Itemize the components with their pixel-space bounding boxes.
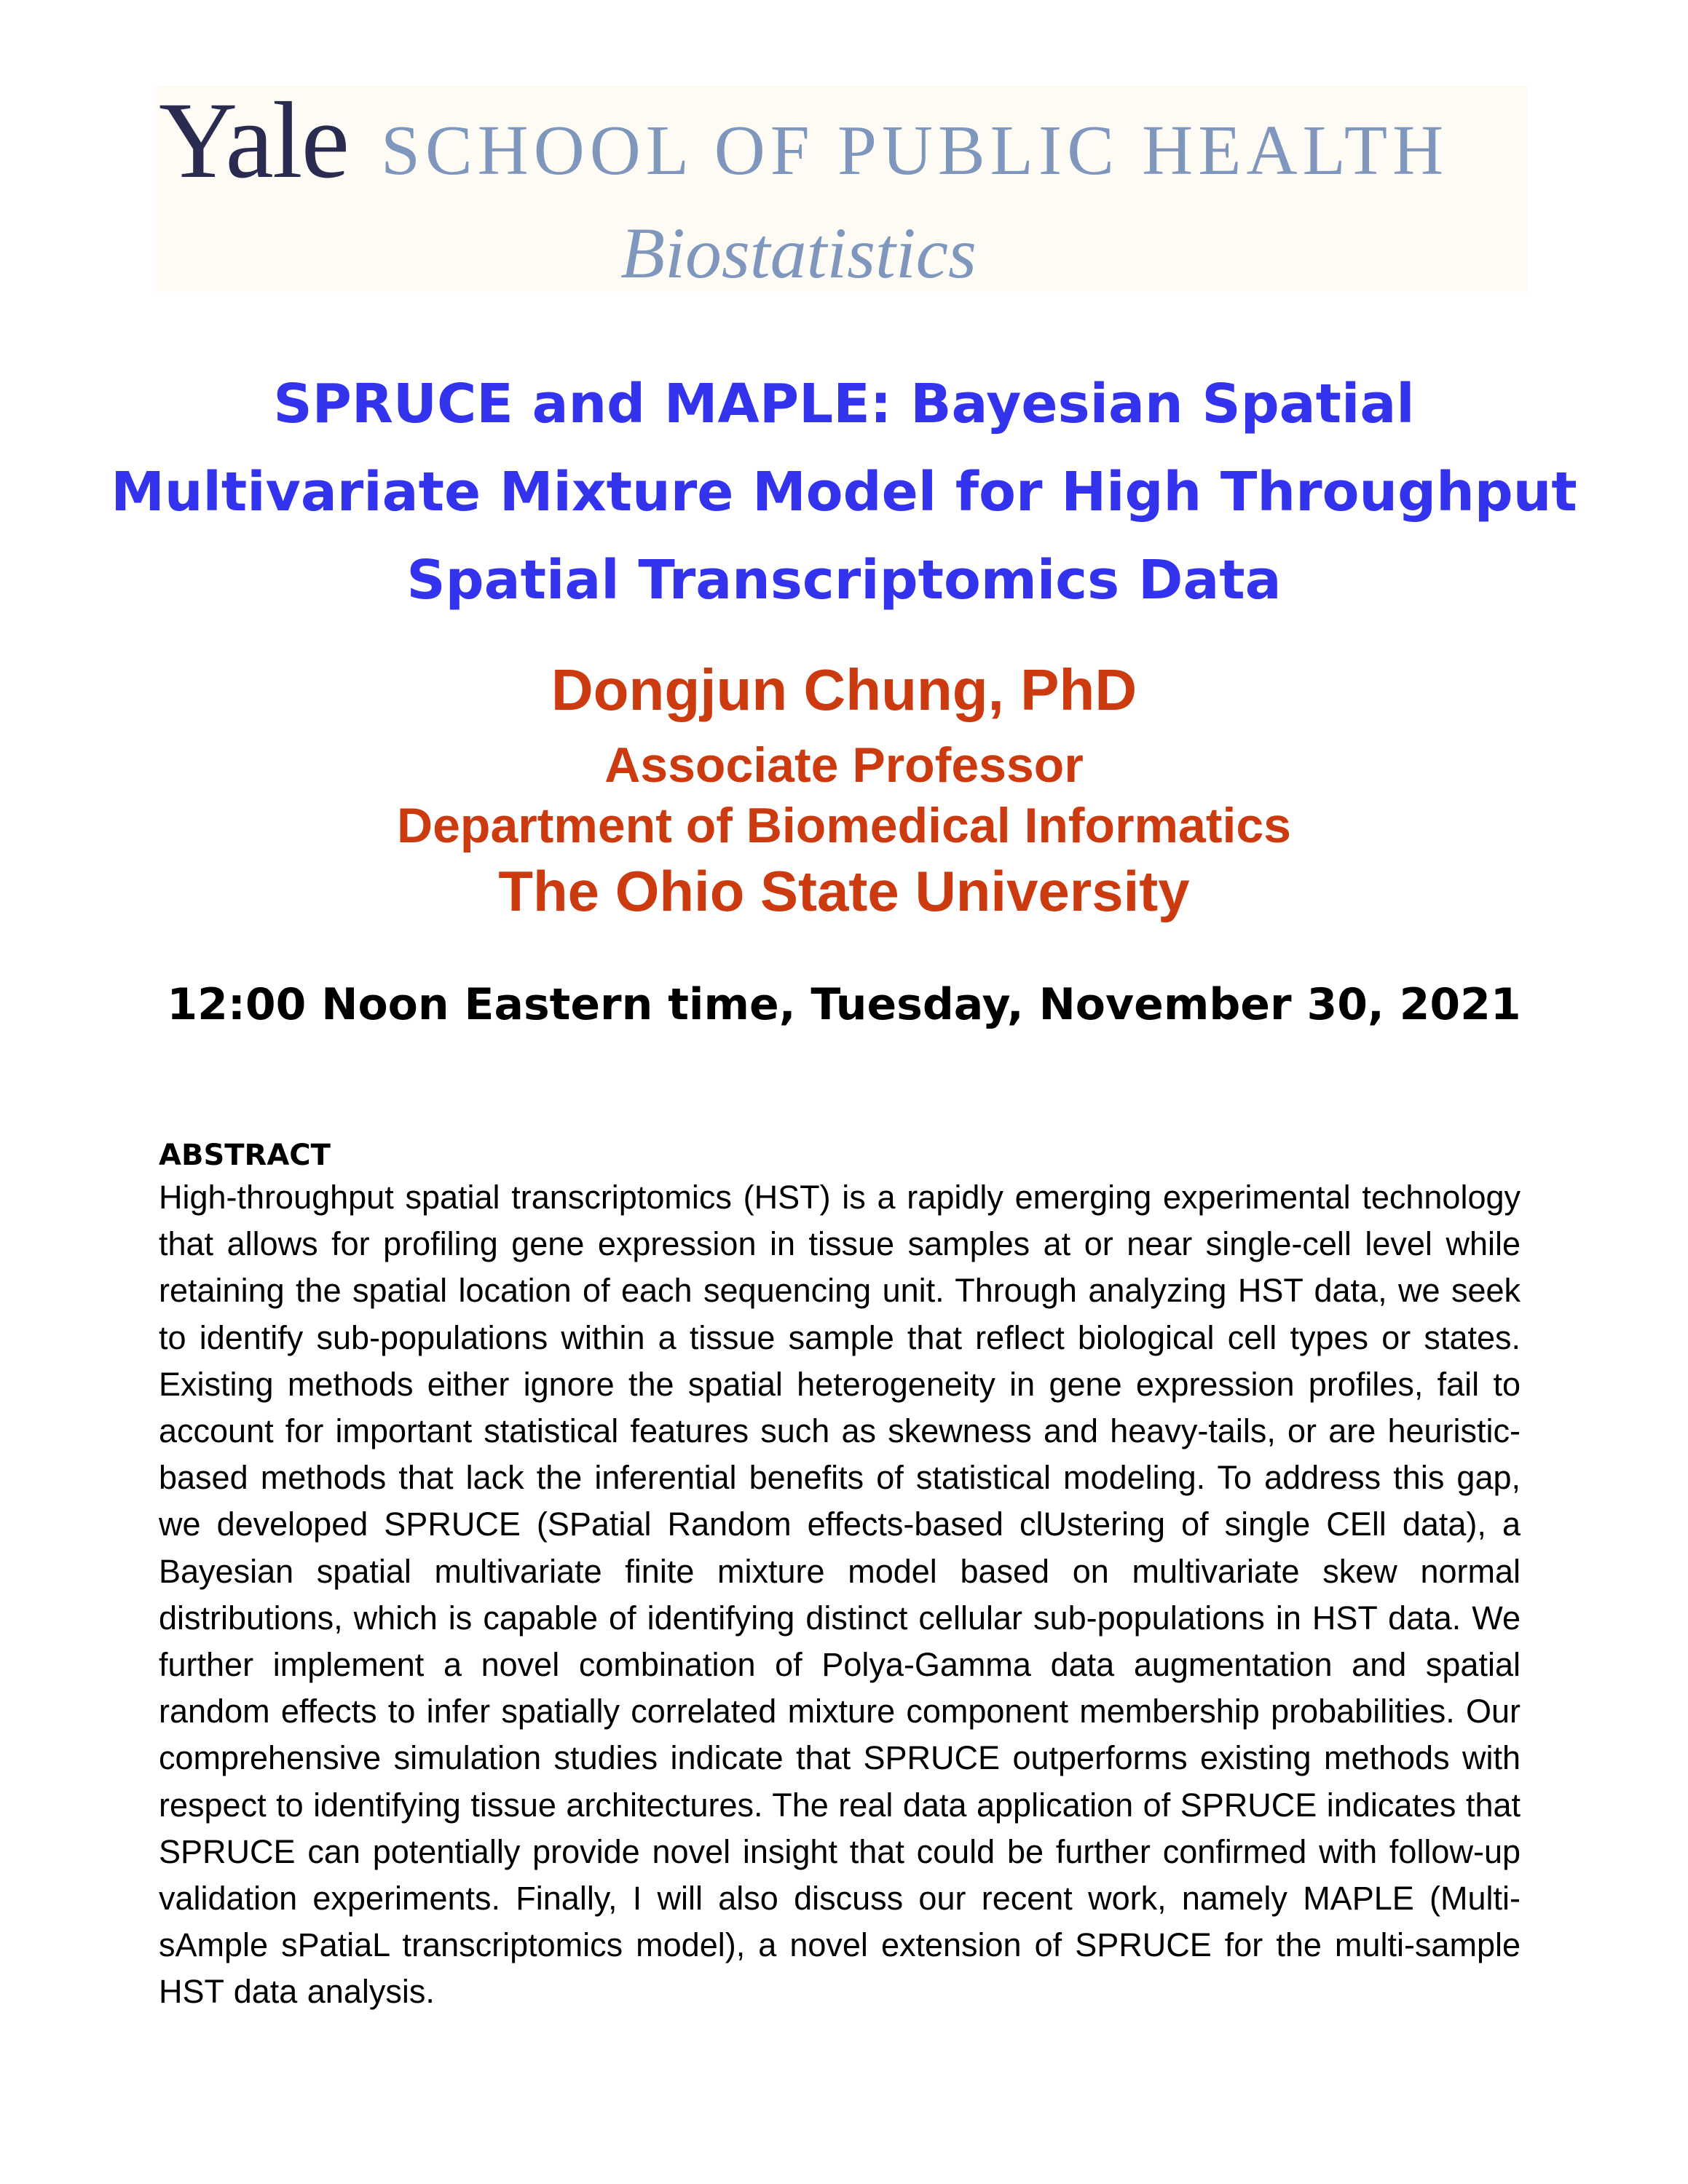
abstract-heading: ABSTRACT (159, 1139, 331, 1172)
department-name: Biostatistics (620, 213, 977, 293)
talk-title: SPRUCE and MAPLE: Bayesian Spatial Multivariate Mixture Model for High Throughput Spatial Transcriptomics Data (111, 373, 1577, 612)
yale-logo-wordmark: Yale (159, 80, 349, 201)
header-banner (154, 80, 1527, 293)
school-name: SCHOOL OF PUBLIC HEALTH (381, 111, 1449, 189)
speaker-position: Associate Professor (604, 737, 1084, 793)
speaker-university: The Ohio State University (498, 859, 1190, 923)
event-datetime: 12:00 Noon Eastern time, Tuesday, November 30, 2021 (167, 979, 1521, 1030)
speaker-department: Department of Biomedical Informatics (396, 798, 1292, 853)
speaker-name: Dongjun Chung, PhD (551, 657, 1137, 722)
abstract-body: High-throughput spatial transcriptomics (HST) is a rapidly emerging experimental technology that allows for profiling gene expression in tissue samples at or near single-cell level while retaining the spatial location of each sequencing unit. Through analyzing HST data, we seek to identify sub-populations within a tissue sample that reflect biological cell types or states. Existing methods either ignore the spatial heterogeneity in gene expression profiles, fail to account for important statistical features such as skewness and heavy-tails, or are heuristic-based methods that lack the inferential benefits of statistical modeling. To address this gap, we developed SPRUCE (SPatial Random effects-based clUstering of single CEll data), a Bayesian spatial multivariate finite mixture model based on multivariate skew normal distributions, which is capable of identifying distinct cellular sub-populations in HST data. We further implement a novel combination of Polya-Gamma data augmentation and spatial random effects to infer spatially correlated mixture component membership probabilities. Our comprehensive simulation studies indicate that SPRUCE outperforms existing methods with respect to identifying tissue architectures. The real data application of SPRUCE indicates that SPRUCE can potentially provide novel insight that could be further confirmed with follow-up validation experiments. Finally, I will also discuss our recent work, namely MAPLE (Multi-sAmple sPatiaL transcriptomics model), a novel extension of SPRUCE for the multi-sample HST data analysis. (159, 1179, 1521, 2011)
